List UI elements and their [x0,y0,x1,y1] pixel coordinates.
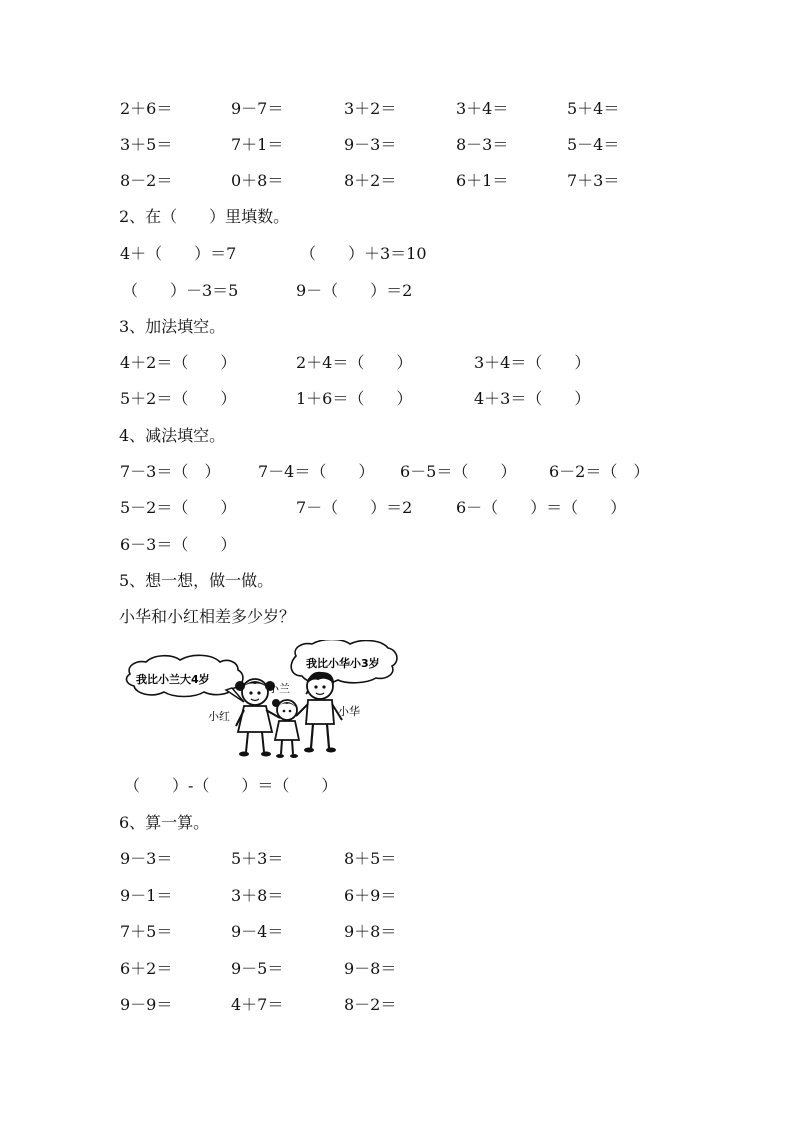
problem: 3＋5＝ [120,135,173,154]
problem: 7－4＝（ ） [258,462,375,481]
label-xiaolan: 小兰 [268,682,290,695]
problem-row [0,169,794,193]
problem: 7－（ ）＝2 [296,498,413,517]
problem: 9－4＝ [231,922,284,941]
problem: 9－（ ）＝2 [296,281,413,300]
word-problem-question: 小华和小红相差多少岁？ [119,607,296,626]
problem: 9－5＝ [231,959,284,978]
problem: 9－7＝ [231,99,284,118]
problem: 8＋2＝ [344,171,397,190]
problem: 8－2＝ [344,995,397,1014]
problem-row [0,460,794,484]
problem: 7＋1＝ [231,135,284,154]
problem-row [0,133,794,157]
boy-xiaohua-figure [296,672,342,753]
problem: 9－3＝ [344,135,397,154]
problem: 9－9＝ [120,995,173,1014]
problem: 3＋8＝ [231,886,284,905]
label-xiaohua: 小华 [338,705,360,718]
problem: 9－1＝ [120,886,173,905]
section-title: 3、加法填空。 [119,317,226,336]
problem-row [0,884,794,908]
problem: 6－3＝（ ） [120,535,237,554]
girl-xiaolan-figure [272,699,299,758]
problem: 6＋1＝ [456,171,509,190]
problem: 2＋4＝（ ） [296,353,413,372]
problem-row [0,920,794,944]
problem: 4＋7＝ [231,995,284,1014]
problem: 5－2＝（ ） [120,498,237,517]
problem-row [0,351,794,375]
answer-template: （ ）-（ ）＝（ ） [124,776,338,795]
problem: （ ）－3＝5 [122,281,239,300]
section-title: 5、想一想，做一做。 [119,571,274,590]
problem: 6＋9＝ [344,886,397,905]
problem-row [0,993,794,1017]
problem: 5＋3＝ [231,849,284,868]
problem: 6－5＝（ ） [400,462,517,481]
problem: 4＋2＝（ ） [120,353,237,372]
children-illustration [120,640,400,762]
problem-row [0,496,794,520]
problem-row [0,533,794,557]
problem: 9＋8＝ [344,922,397,941]
problem: 6－（ ）＝（ ） [456,498,627,517]
problem: 4＋3＝（ ） [474,389,591,408]
problem: 7－3＝（ ） [120,462,221,481]
problem: 7＋3＝ [567,171,620,190]
label-xiaohong: 小红 [208,710,230,723]
problem-row [0,847,794,871]
problem: （ ）＋3＝10 [300,244,427,263]
problem-row [0,387,794,411]
problem: 5＋4＝ [567,99,620,118]
problem: 3＋4＝ [456,99,509,118]
problem: 6＋2＝ [120,959,173,978]
problem: 9－3＝ [120,849,173,868]
problem: 9－8＝ [344,959,397,978]
section-title: 6、算一算。 [119,813,210,832]
problem-row [0,957,794,981]
problem: 8－2＝ [120,171,173,190]
problem: 1＋6＝（ ） [296,389,413,408]
bubble-left-text: 我比小兰大4岁 [136,673,210,686]
problem: 0＋8＝ [231,171,284,190]
problem: 5＋2＝（ ） [120,389,237,408]
section-title: 2、在（ ）里填数。 [119,207,290,226]
problem: 2＋6＝ [120,99,173,118]
section-title: 4、减法填空。 [119,426,226,445]
problem-row [0,279,794,303]
problem: 5－4＝ [567,135,620,154]
problem: 3＋2＝ [344,99,397,118]
problem-row [0,97,794,121]
problem: 4＋（ ）＝7 [120,244,237,263]
problem: 7＋5＝ [120,922,173,941]
problem: 6－2＝（ ） [549,462,650,481]
problem: 3＋4＝（ ） [474,353,591,372]
bubble-right-text: 我比小华小3岁 [306,657,380,670]
problem-row [0,242,794,266]
problem: 8－3＝ [456,135,509,154]
problem: 8＋5＝ [344,849,397,868]
